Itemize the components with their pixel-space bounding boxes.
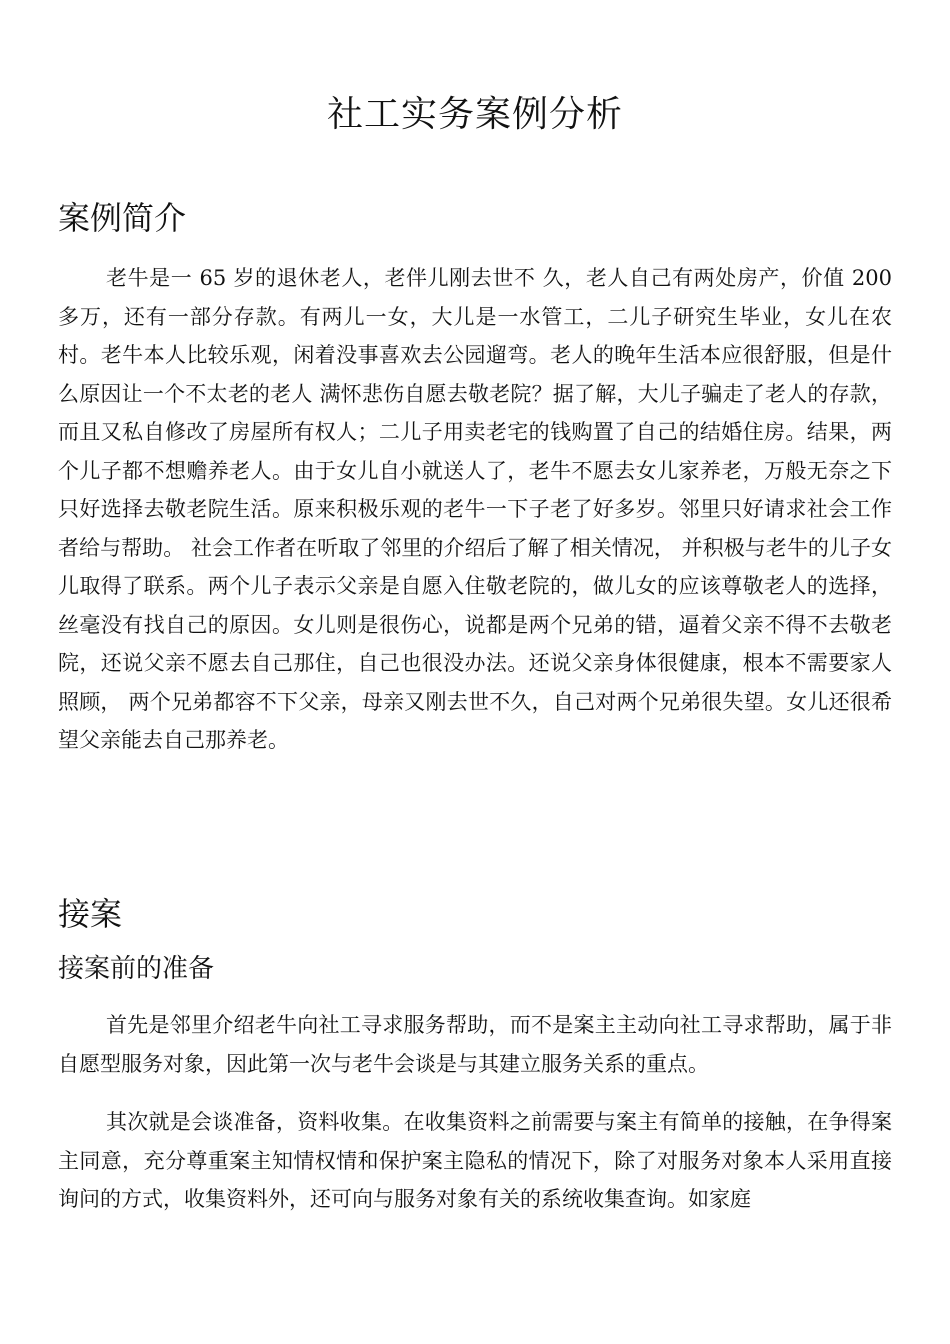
preparation-paragraph-2: 其次就是会谈准备，资料收集。在收集资料之前需要与案主有简单的接触，在争得案主同意，充分尊重案主知情权情和保护案主隐私的情况下，除了对服务对象本人采用直接询问的方式，收集资料外，还可向与服务对象有关的系统收集查询。如家庭 [58, 1110, 892, 1211]
subsection-heading-preparation: 接案前的准备 [58, 954, 215, 984]
intro-paragraph: 老牛是一 65 岁的退休老人，老伴儿刚去世不 久，老人自己有两处房产，价值 200 多万，还有一部分存款。有两儿一女，大儿是一水管工，二儿子研究生毕业，女儿在农村。老牛本人比较乐观，闲着没事喜欢去公园遛弯。老人的晚年生活本应很舒服，但是什么原因让一个不太老的老人 满怀悲伤自愿去敬老院？据了解，大儿子骗走了老人的存款， 而且又私自修改了房屋所有权人；二儿子用卖老宅的钱购置了自己的结婚住房。结果，两个儿子都不想赡养老人。由于女儿自小就送人了，老牛不愿去女儿家养老，万般无奈之下 只好选择去敬老院生活。原来积极乐观的老牛一下子老了好多岁。邻里只好请求社会工作者给与帮助。 社会工作者在听取了邻里的介绍后了解了相关情况， 并积极与老牛的儿子女儿取得了联系。两个儿子表示父亲是自愿入住敬老院的，做儿女的应该尊敬老人的选择，丝毫没有找自己的原因。女儿则是很伤心，说都是两个兄弟的错，逼着父亲不得不去敬老院，还说父亲不愿去自己那住，自己也很没办法。还说父亲身体很健康，根本不需要家人照顾， 两个兄弟都容不下父亲，母亲又刚去世不久，自己对两个兄弟很失望。女儿还很希望父亲能去自己那养老。 [58, 266, 892, 752]
document-title: 社工实务案例分析 [326, 94, 623, 135]
section-heading-case: 接案 [58, 895, 123, 933]
preparation-paragraph-1: 首先是邻里介绍老牛向社工寻求服务帮助，而不是案主主动向社工寻求帮助，属于非自愿型服务对象，因此第一次与老牛会谈是与其建立服务关系的重点。 [58, 1013, 892, 1076]
section-heading-intro: 案例简介 [58, 199, 187, 237]
